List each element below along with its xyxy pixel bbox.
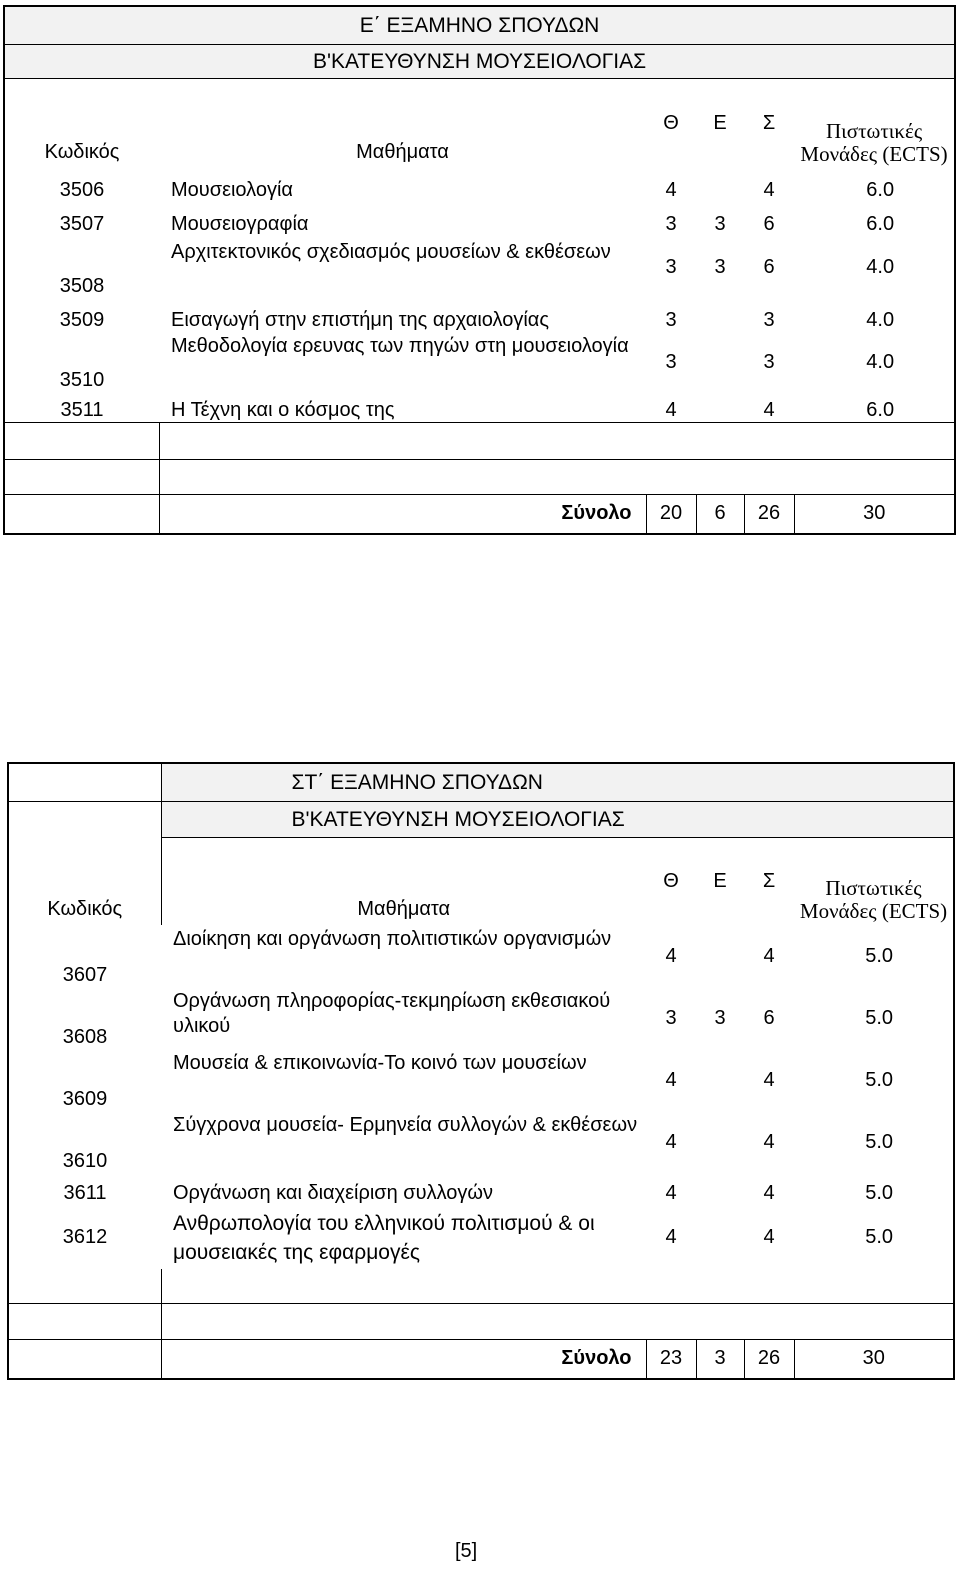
course-name: Εισαγωγή στην επιστήμη της αρχαιολογίας	[171, 309, 549, 331]
semester5-table	[3, 5, 956, 535]
epsilon-hours	[696, 1111, 744, 1173]
ects-credits: 6.0	[866, 179, 895, 201]
total-epsilon: 6	[696, 494, 744, 534]
table-row	[8, 987, 954, 1049]
total-sigma: 26	[744, 1339, 794, 1379]
theta-hours: 3	[665, 213, 677, 235]
table-row	[4, 392, 955, 422]
ects-credits: 4.0	[866, 255, 895, 278]
ects-credits: 5.0	[865, 1130, 894, 1153]
header-epsilon: Ε	[696, 78, 744, 168]
header-course: Μαθήματα	[159, 78, 646, 168]
course-code: 3612	[62, 1225, 108, 1248]
course-code: 3508	[59, 275, 105, 297]
course-name: Διοίκηση και οργάνωση πολιτιστικών οργανισμών	[173, 928, 612, 950]
total-ects: 30	[794, 494, 955, 534]
theta-hours: 3	[665, 309, 677, 331]
sigma-hours: 4	[763, 1130, 775, 1153]
semester6-subtitle: Β'ΚΑΤΕΥΘΥΝΣΗ ΜΟΥΣΕΙΟΛΟΓΙΑΣ	[161, 801, 954, 837]
header-ects: Πιστωτικές Μονάδες (ECTS)	[799, 876, 948, 923]
total-sigma: 26	[744, 494, 794, 534]
total-theta: 20	[646, 494, 696, 534]
course-code: 3510	[59, 369, 105, 391]
blank-row	[8, 1269, 954, 1303]
theta-hours: 4	[665, 1225, 677, 1248]
header-epsilon: Ε	[713, 869, 727, 892]
course-name: Μεθοδολογία ερευνας των πηγών στη μουσειολογία	[171, 335, 629, 357]
course-code: 3507	[59, 213, 105, 235]
header-course: Μαθήματα	[161, 837, 646, 925]
total-label: Σύνολο	[159, 494, 646, 534]
course-name: Μουσεία & επικοινωνία-Το κοινό των μουσείων	[173, 1052, 587, 1074]
theta-hours: 3	[665, 1006, 677, 1029]
header-sigma: Σ	[744, 78, 794, 168]
theta-hours: 4	[665, 1182, 677, 1204]
sigma-hours: 6	[763, 213, 775, 235]
epsilon-hours	[696, 332, 744, 392]
course-code: 3511	[60, 398, 104, 421]
total-label: Σύνολο	[161, 1339, 646, 1379]
sigma-hours: 4	[763, 1225, 775, 1248]
page-number: [5]	[455, 1540, 478, 1562]
header-code: Κωδικός	[4, 78, 159, 168]
course-code: 3607	[62, 964, 108, 986]
course-name: Μουσειογραφία	[171, 213, 309, 235]
theta-hours: 4	[665, 1068, 677, 1091]
epsilon-hours	[696, 168, 744, 202]
semester6-title: ΣΤ΄ ΕΞΑΜΗΝΟ ΣΠΟΥΔΩΝ	[161, 763, 954, 801]
table-row	[8, 1173, 954, 1205]
table-row	[8, 1111, 954, 1173]
course-code: 3609	[62, 1088, 108, 1110]
epsilon-hours	[696, 1049, 744, 1111]
epsilon-hours	[696, 1173, 744, 1205]
total-row	[4, 494, 955, 534]
sigma-hours: 3	[763, 350, 775, 373]
table-row	[4, 332, 955, 392]
blank-row	[4, 422, 955, 459]
ects-credits: 6.0	[866, 398, 895, 421]
ects-credits: 5.0	[865, 1182, 894, 1204]
theta-hours: 4	[665, 944, 677, 967]
blank-row	[8, 1303, 954, 1339]
semester5-title: Ε΄ ΕΞΑΜΗΝΟ ΣΠΟΥΔΩΝ	[4, 6, 955, 44]
epsilon-hours: 3	[714, 1006, 726, 1029]
table-row	[4, 298, 955, 332]
ects-credits: 5.0	[865, 1006, 894, 1029]
table-row	[8, 925, 954, 987]
course-code: 3610	[62, 1150, 108, 1172]
ects-credits: 6.0	[866, 213, 895, 235]
ects-credits: 5.0	[865, 1225, 894, 1248]
sigma-hours: 4	[763, 1068, 775, 1091]
table-row	[8, 1049, 954, 1111]
course-code: 3611	[63, 1182, 107, 1204]
course-code: 3608	[62, 1026, 108, 1048]
header-sigma: Σ	[762, 869, 776, 892]
table-row	[4, 202, 955, 236]
table-row	[4, 168, 955, 202]
sigma-hours: 4	[763, 398, 775, 421]
epsilon-hours	[696, 1205, 744, 1269]
epsilon-hours: 3	[714, 213, 726, 235]
theta-hours: 4	[665, 179, 677, 201]
course-name: Ανθρωπολογία του ελληνικού πολιτισμού & οι μουσειακές της εφαρμογές	[173, 1212, 595, 1264]
header-code: Κωδικός	[47, 898, 123, 920]
epsilon-hours	[696, 925, 744, 987]
semester6-table	[7, 762, 955, 1380]
blank-row	[4, 459, 955, 494]
sigma-hours: 6	[763, 255, 775, 278]
course-name: Μουσειολογία	[171, 179, 293, 201]
sigma-hours: 4	[763, 179, 775, 201]
theta-hours: 4	[665, 1130, 677, 1153]
epsilon-hours: 3	[714, 255, 726, 278]
ects-credits: 4.0	[866, 350, 895, 373]
ects-credits: 5.0	[865, 1068, 894, 1091]
sigma-hours: 4	[763, 1182, 775, 1204]
header-ects: Πιστωτικές Μονάδες (ECTS)	[794, 78, 955, 168]
total-row	[8, 1339, 954, 1379]
course-name: Οργάνωση πληροφορίας-τεκμηρίωση εκθεσιακού υλικού	[173, 990, 611, 1037]
semester5-subtitle: Β'ΚΑΤΕΥΘΥΝΣΗ ΜΟΥΣΕΙΟΛΟΓΙΑΣ	[4, 44, 955, 78]
course-name: Αρχιτεκτονικός σχεδιασμός μουσείων & εκθέσεων	[171, 241, 611, 263]
course-code: 3509	[59, 309, 105, 331]
course-code: 3506	[59, 179, 105, 201]
ects-credits: 5.0	[865, 944, 894, 967]
epsilon-hours	[696, 392, 744, 422]
epsilon-hours	[696, 298, 744, 332]
theta-hours: 4	[665, 398, 677, 421]
course-name: Σύγχρονα μουσεία- Ερμηνεία συλλογών & εκθέσεων	[173, 1114, 638, 1136]
table-row	[8, 1205, 954, 1269]
course-name: Η Τέχνη και ο κόσμος της	[171, 398, 395, 421]
theta-hours: 3	[665, 255, 677, 278]
total-theta: 23	[646, 1339, 696, 1379]
sigma-hours: 3	[763, 309, 775, 331]
header-theta: Θ	[646, 78, 696, 168]
table-row	[4, 236, 955, 298]
total-epsilon: 3	[696, 1339, 744, 1379]
header-theta: Θ	[663, 869, 679, 892]
sigma-hours: 6	[763, 1006, 775, 1029]
theta-hours: 3	[665, 350, 677, 373]
course-name: Οργάνωση και διαχείριση συλλογών	[173, 1182, 494, 1204]
ects-credits: 4.0	[866, 309, 895, 331]
total-ects: 30	[794, 1339, 954, 1379]
sigma-hours: 4	[763, 944, 775, 967]
